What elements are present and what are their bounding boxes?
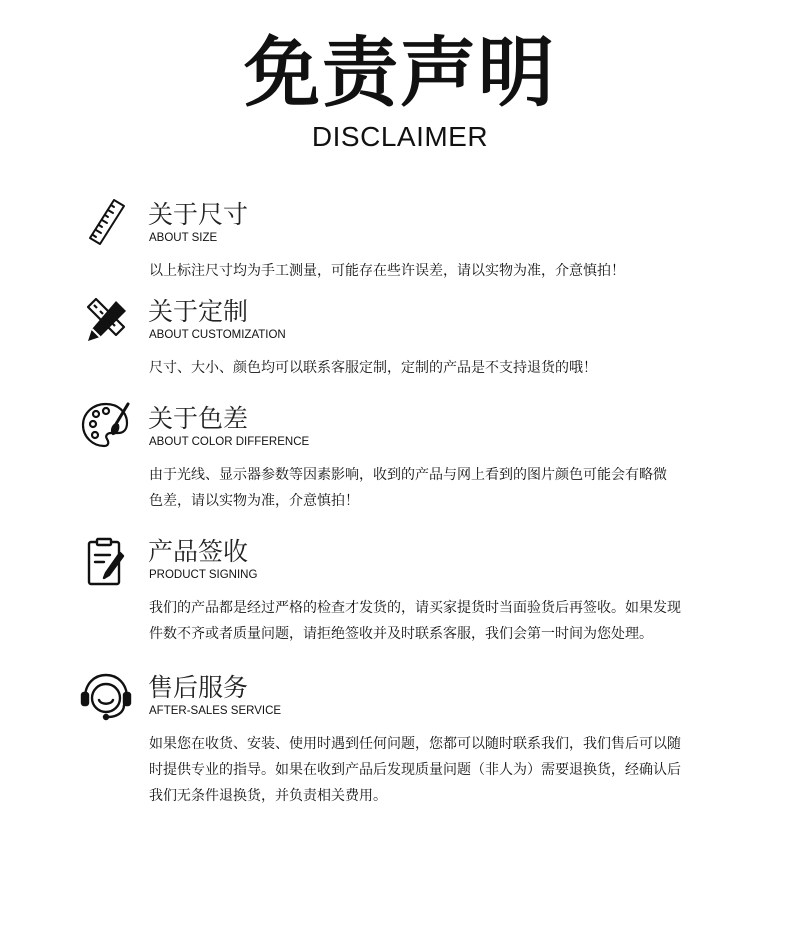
section-body [149, 462, 724, 514]
body-line: 以上标注尺寸均为手工测量，可能存在些许误差，请以实物为准，介意慎拍！ [149, 263, 625, 279]
section-subtitle: ABOUT COLOR DIFFERENCE [149, 436, 310, 448]
clipboard-signing-icon [80, 537, 132, 589]
section-subtitle: ABOUT SIZE [149, 232, 218, 244]
section-subtitle: PRODUCT SIGNING [149, 569, 258, 581]
section-body [149, 355, 724, 381]
section-title: 关于色差 [148, 404, 249, 433]
section-subtitle: AFTER-SALES SERVICE [149, 705, 282, 717]
section-title: 产品签收 [148, 537, 249, 566]
body-line: 尺寸、大小、颜色均可以联系客服定制，定制的产品是不支持退货的哦！ [149, 360, 597, 376]
section-body [149, 595, 724, 647]
section-subtitle: ABOUT CUSTOMIZATION [149, 329, 286, 341]
body-line: 时提供专业的指导。如果在收到产品后发现质量问题（非人为）需要退换货，经确认后 [149, 762, 681, 778]
body-line: 由于光线、显示器参数等因素影响，收到的产品与网上看到的图片颜色可能会有略微 [149, 467, 667, 483]
ruler-icon [80, 198, 132, 250]
section-title: 售后服务 [148, 673, 249, 702]
pencil-ruler-icon [80, 295, 132, 347]
customer-service-icon [80, 671, 132, 723]
page-title: 免责声明 [244, 28, 556, 117]
section-body [149, 258, 724, 284]
body-line: 色差，请以实物为准，介意慎拍！ [149, 493, 359, 509]
body-line: 件数不齐或者质量问题，请拒绝签收并及时联系客服，我们会第一时间为您处理。 [149, 626, 653, 642]
section-title: 关于尺寸 [148, 200, 249, 229]
section-body [149, 731, 724, 809]
page-subtitle: DISCLAIMER [311, 121, 489, 152]
body-line: 我们无条件退换货，并负责相关费用。 [149, 788, 387, 804]
body-line: 如果您在收货、安装、使用时遇到任何问题，您都可以随时联系我们，我们售后可以随 [149, 736, 681, 752]
palette-icon [80, 400, 132, 452]
section-title: 关于定制 [148, 297, 249, 326]
body-line: 我们的产品都是经过严格的检查才发货的，请买家提货时当面验货后再签收。如果发现 [149, 600, 681, 616]
